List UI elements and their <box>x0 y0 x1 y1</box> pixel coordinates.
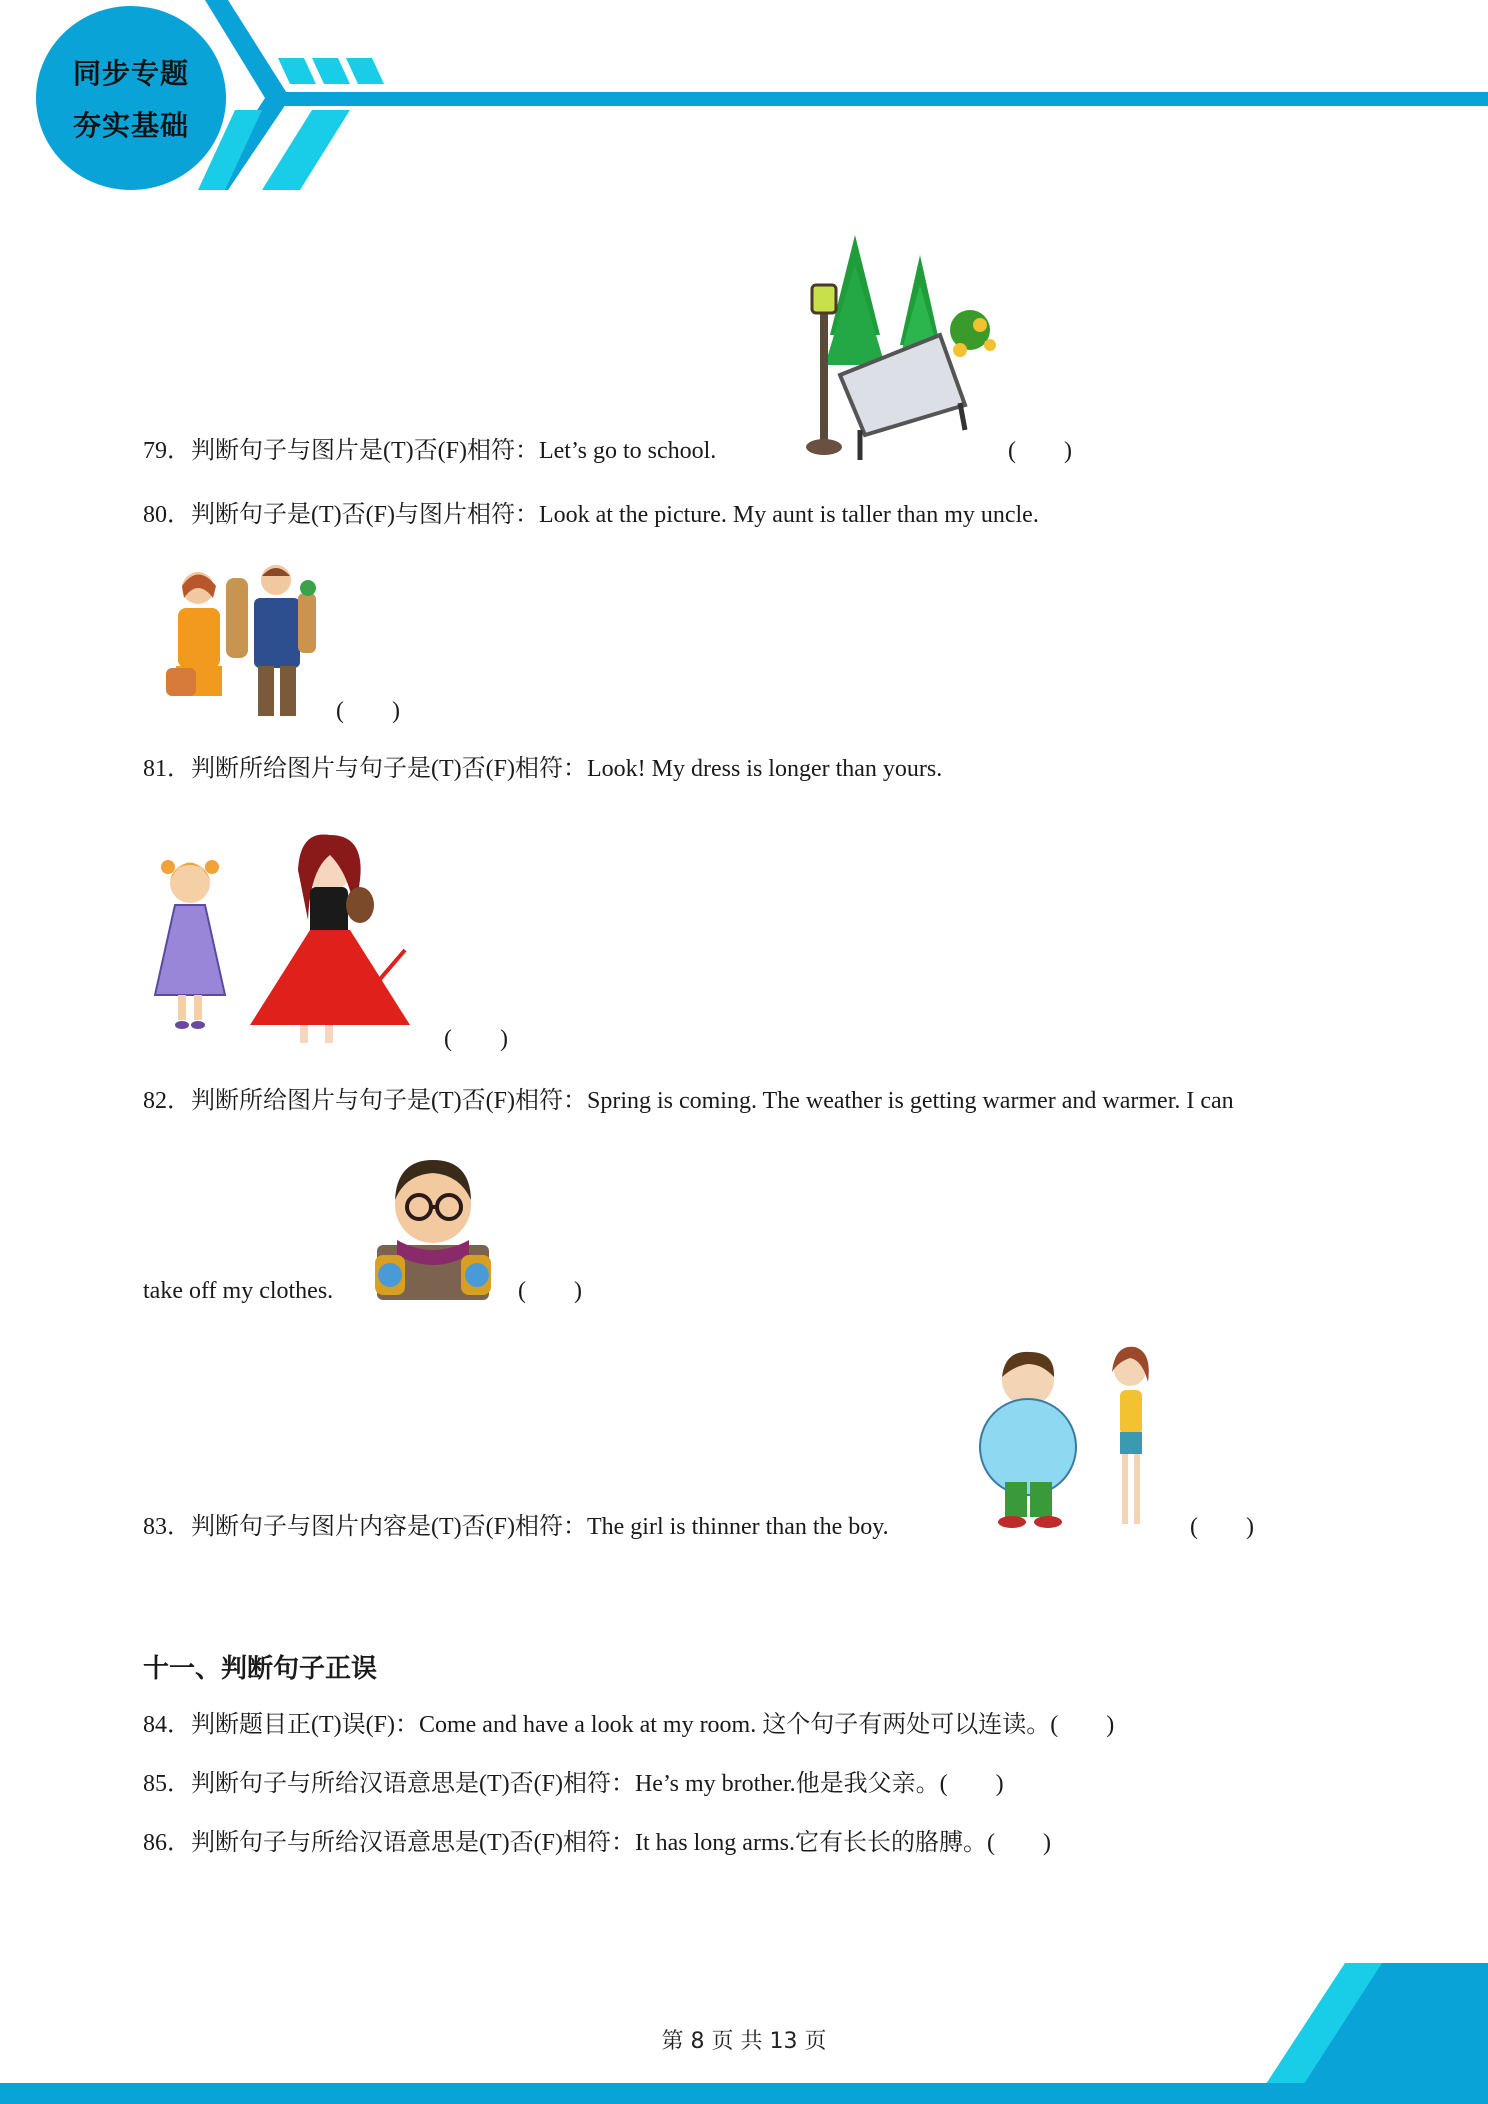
question-83: 83．判断句子与图片内容是(T)否(F)相符：The girl is thinner than the boy. <box>143 1514 889 1540</box>
question-79: 79．判断句子与图片是(T)否(F)相符：Let’s go to school. <box>143 438 717 464</box>
park-bench-trees-icon <box>800 225 1010 460</box>
header-badge <box>36 6 226 190</box>
question-86: 86．判断句子与所给汉语意思是(T)否(F)相符：It has long arms.它有长长的胳膊。( ) <box>143 1830 1051 1856</box>
answer-blank-83[interactable]: ( ) <box>1190 1514 1254 1540</box>
couple-with-groceries-icon <box>158 558 323 723</box>
question-80: 80．判断句子是(T)否(F)与图片相符：Look at the picture. My aunt is taller than my uncle. <box>143 502 1039 528</box>
two-girls-dresses-icon <box>150 825 410 1050</box>
answer-blank-79[interactable]: ( ) <box>1008 438 1072 464</box>
question-82-line1: 82．判断所给图片与句子是(T)否(F)相符：Spring is coming. The weather is getting warmer and warmer. I can <box>143 1088 1234 1114</box>
page-number: 第 8 页 共 13 页 <box>661 2029 827 2054</box>
question-84: 84．判断题目正(T)误(F)：Come and have a look at my room. 这个句子有两处可以连读。( ) <box>143 1712 1115 1738</box>
answer-blank-82[interactable]: ( ) <box>518 1278 582 1304</box>
badge-line2: 夯实基础 <box>72 109 189 142</box>
question-85: 85．判断句子与所给汉语意思是(T)否(F)相符：He’s my brother.他是我父亲。( ) <box>143 1771 1004 1797</box>
question-82-line2: take off my clothes. <box>143 1278 334 1304</box>
boy-and-girl-icon <box>970 1342 1165 1537</box>
answer-blank-80[interactable]: ( ) <box>336 698 400 724</box>
badge-line1: 同步专题 <box>72 57 189 90</box>
boy-with-glasses-scarf-icon <box>365 1145 500 1300</box>
answer-blank-81[interactable]: ( ) <box>444 1026 508 1052</box>
section-title: 十一、判断句子正误 <box>143 1654 378 1684</box>
question-81: 81．判断所给图片与句子是(T)否(F)相符：Look! My dress is longer than yours. <box>143 756 943 782</box>
